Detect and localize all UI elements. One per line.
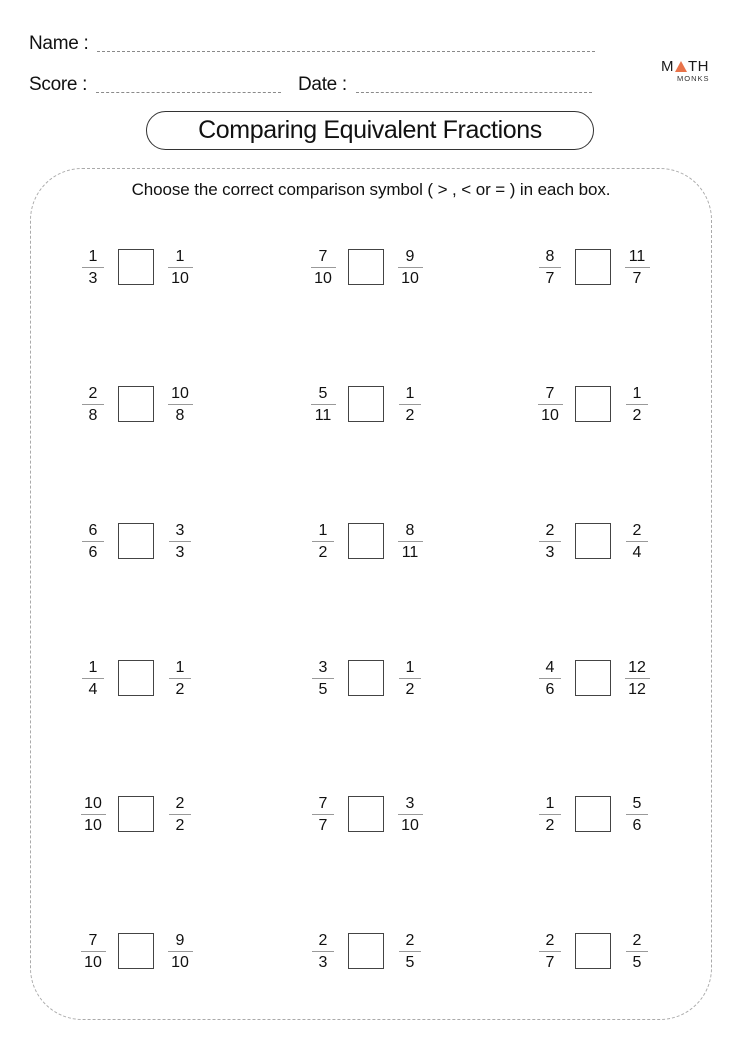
- comparison-answer-box[interactable]: [575, 386, 611, 422]
- logo-wordmark: [661, 59, 717, 74]
- worksheet-title-banner: [146, 111, 594, 150]
- left-fraction: [310, 247, 336, 288]
- comparison-problem: [80, 658, 220, 718]
- left-numerator: 1: [545, 795, 555, 812]
- right-fraction: [397, 658, 423, 699]
- comparison-answer-box[interactable]: [118, 386, 154, 422]
- right-denominator: 12: [628, 681, 646, 698]
- right-fraction: [167, 658, 193, 699]
- comparison-problem: [310, 794, 450, 854]
- left-fraction: [537, 247, 563, 288]
- right-denominator: 2: [405, 407, 415, 424]
- name-label: Name :: [29, 33, 89, 54]
- logo-subtitle: MONKS: [677, 74, 710, 83]
- right-fraction: [624, 521, 650, 562]
- right-denominator: 10: [401, 270, 419, 287]
- comparison-problem: [537, 658, 677, 718]
- left-denominator: 7: [318, 817, 328, 834]
- comparison-answer-box[interactable]: [118, 660, 154, 696]
- right-numerator: 11: [628, 248, 646, 265]
- left-numerator: 7: [545, 385, 555, 402]
- right-denominator: 8: [175, 407, 185, 424]
- right-numerator: 1: [175, 248, 185, 265]
- left-denominator: 8: [88, 407, 98, 424]
- right-numerator: 3: [405, 795, 415, 812]
- worksheet-title: Comparing Equivalent Fractions: [198, 116, 542, 144]
- right-denominator: 2: [175, 681, 185, 698]
- left-denominator: 10: [84, 817, 102, 834]
- score-label: Score :: [29, 74, 88, 95]
- logo-text-m: M: [661, 58, 674, 75]
- right-numerator: 3: [175, 522, 185, 539]
- right-numerator: 8: [405, 522, 415, 539]
- left-fraction: [80, 931, 106, 972]
- comparison-answer-box[interactable]: [118, 523, 154, 559]
- comparison-answer-box[interactable]: [348, 796, 384, 832]
- left-denominator: 3: [545, 544, 555, 561]
- right-numerator: 1: [632, 385, 642, 402]
- comparison-answer-box[interactable]: [575, 933, 611, 969]
- comparison-answer-box[interactable]: [575, 796, 611, 832]
- comparison-problem: [310, 658, 450, 718]
- right-fraction: [167, 247, 193, 288]
- comparison-problem: [537, 247, 677, 307]
- left-numerator: 3: [318, 659, 328, 676]
- comparison-problem: [80, 384, 220, 444]
- name-field: [29, 34, 595, 54]
- left-fraction: [310, 521, 336, 562]
- left-denominator: 10: [541, 407, 559, 424]
- comparison-answer-box[interactable]: [348, 933, 384, 969]
- right-denominator: 4: [632, 544, 642, 561]
- left-numerator: 10: [84, 795, 102, 812]
- left-fraction: [80, 658, 106, 699]
- left-denominator: 3: [318, 954, 328, 971]
- comparison-problem: [80, 931, 220, 991]
- right-denominator: 10: [171, 270, 189, 287]
- left-numerator: 7: [318, 795, 328, 812]
- comparison-answer-box[interactable]: [118, 796, 154, 832]
- left-numerator: 5: [318, 385, 328, 402]
- right-numerator: 5: [632, 795, 642, 812]
- comparison-answer-box[interactable]: [348, 249, 384, 285]
- instructions: Choose the correct comparison symbol ( > , < or = ) in each box.: [131, 180, 611, 199]
- left-denominator: 2: [318, 544, 328, 561]
- right-denominator: 10: [171, 954, 189, 971]
- comparison-problem: [80, 794, 220, 854]
- right-numerator: 1: [405, 385, 415, 402]
- right-denominator: 2: [405, 681, 415, 698]
- name-input-line[interactable]: [97, 51, 595, 52]
- left-numerator: 1: [88, 248, 98, 265]
- right-denominator: 2: [632, 407, 642, 424]
- comparison-answer-box[interactable]: [348, 523, 384, 559]
- comparison-answer-box[interactable]: [348, 660, 384, 696]
- left-fraction: [537, 931, 563, 972]
- left-numerator: 2: [318, 932, 328, 949]
- comparison-problem: [310, 931, 450, 991]
- right-denominator: 5: [632, 954, 642, 971]
- comparison-answer-box[interactable]: [575, 660, 611, 696]
- right-numerator: 12: [628, 659, 646, 676]
- left-numerator: 2: [545, 932, 555, 949]
- left-denominator: 10: [84, 954, 102, 971]
- right-fraction: [624, 931, 650, 972]
- logo-text-th: TH: [688, 58, 709, 75]
- left-numerator: 1: [318, 522, 328, 539]
- left-denominator: 6: [88, 544, 98, 561]
- right-fraction: [397, 931, 423, 972]
- comparison-answer-box[interactable]: [575, 523, 611, 559]
- right-fraction: [397, 521, 423, 562]
- right-numerator: 2: [175, 795, 185, 812]
- comparison-problem: [537, 384, 677, 444]
- left-numerator: 8: [545, 248, 555, 265]
- left-numerator: 7: [318, 248, 328, 265]
- comparison-answer-box[interactable]: [575, 249, 611, 285]
- right-numerator: 2: [632, 522, 642, 539]
- right-denominator: 6: [632, 817, 642, 834]
- comparison-problem: [80, 247, 220, 307]
- right-denominator: 10: [401, 817, 419, 834]
- left-fraction: [310, 658, 336, 699]
- left-numerator: 2: [545, 522, 555, 539]
- left-fraction: [537, 794, 563, 835]
- score-field: [29, 75, 281, 95]
- right-denominator: 7: [632, 270, 642, 287]
- left-denominator: 3: [88, 270, 98, 287]
- right-fraction: [397, 247, 423, 288]
- right-fraction: [167, 384, 193, 425]
- right-fraction: [167, 794, 193, 835]
- left-denominator: 11: [314, 407, 332, 424]
- right-numerator: 9: [175, 932, 185, 949]
- left-denominator: 5: [318, 681, 328, 698]
- triangle-icon: [675, 61, 687, 72]
- comparison-problem: [537, 794, 677, 854]
- right-denominator: 2: [175, 817, 185, 834]
- left-fraction: [80, 521, 106, 562]
- right-fraction: [167, 931, 193, 972]
- left-numerator: 7: [88, 932, 98, 949]
- comparison-problem: [80, 521, 220, 581]
- right-denominator: 5: [405, 954, 415, 971]
- comparison-answer-box[interactable]: [118, 933, 154, 969]
- right-fraction: [167, 521, 193, 562]
- left-denominator: 10: [314, 270, 332, 287]
- date-label: Date :: [298, 74, 347, 95]
- date-field: [298, 75, 592, 95]
- comparison-answer-box[interactable]: [118, 249, 154, 285]
- left-numerator: 6: [88, 522, 98, 539]
- left-numerator: 2: [88, 385, 98, 402]
- comparison-problem: [310, 521, 450, 581]
- left-denominator: 7: [545, 954, 555, 971]
- comparison-problem: [537, 931, 677, 991]
- right-denominator: 3: [175, 544, 185, 561]
- right-numerator: 1: [405, 659, 415, 676]
- right-fraction: [624, 384, 650, 425]
- left-fraction: [310, 794, 336, 835]
- left-fraction: [537, 384, 563, 425]
- left-fraction: [310, 384, 336, 425]
- math-monks-logo: [661, 59, 717, 83]
- left-fraction: [80, 384, 106, 425]
- right-fraction: [624, 658, 650, 699]
- right-fraction: [397, 384, 423, 425]
- right-numerator: 2: [632, 932, 642, 949]
- comparison-answer-box[interactable]: [348, 386, 384, 422]
- comparison-problem: [310, 384, 450, 444]
- left-numerator: 1: [88, 659, 98, 676]
- right-numerator: 10: [171, 385, 189, 402]
- left-denominator: 6: [545, 681, 555, 698]
- left-denominator: 7: [545, 270, 555, 287]
- right-fraction: [624, 247, 650, 288]
- right-fraction: [397, 794, 423, 835]
- left-denominator: 4: [88, 681, 98, 698]
- score-input-line[interactable]: [96, 92, 281, 93]
- comparison-problem: [537, 521, 677, 581]
- right-numerator: 9: [405, 248, 415, 265]
- left-fraction: [537, 658, 563, 699]
- left-fraction: [537, 521, 563, 562]
- left-fraction: [310, 931, 336, 972]
- left-fraction: [80, 247, 106, 288]
- right-numerator: 1: [175, 659, 185, 676]
- comparison-problem: [310, 247, 450, 307]
- date-input-line[interactable]: [356, 92, 592, 93]
- left-fraction: [80, 794, 106, 835]
- left-numerator: 4: [545, 659, 555, 676]
- left-denominator: 2: [545, 817, 555, 834]
- right-denominator: 11: [401, 544, 419, 561]
- right-fraction: [624, 794, 650, 835]
- right-numerator: 2: [405, 932, 415, 949]
